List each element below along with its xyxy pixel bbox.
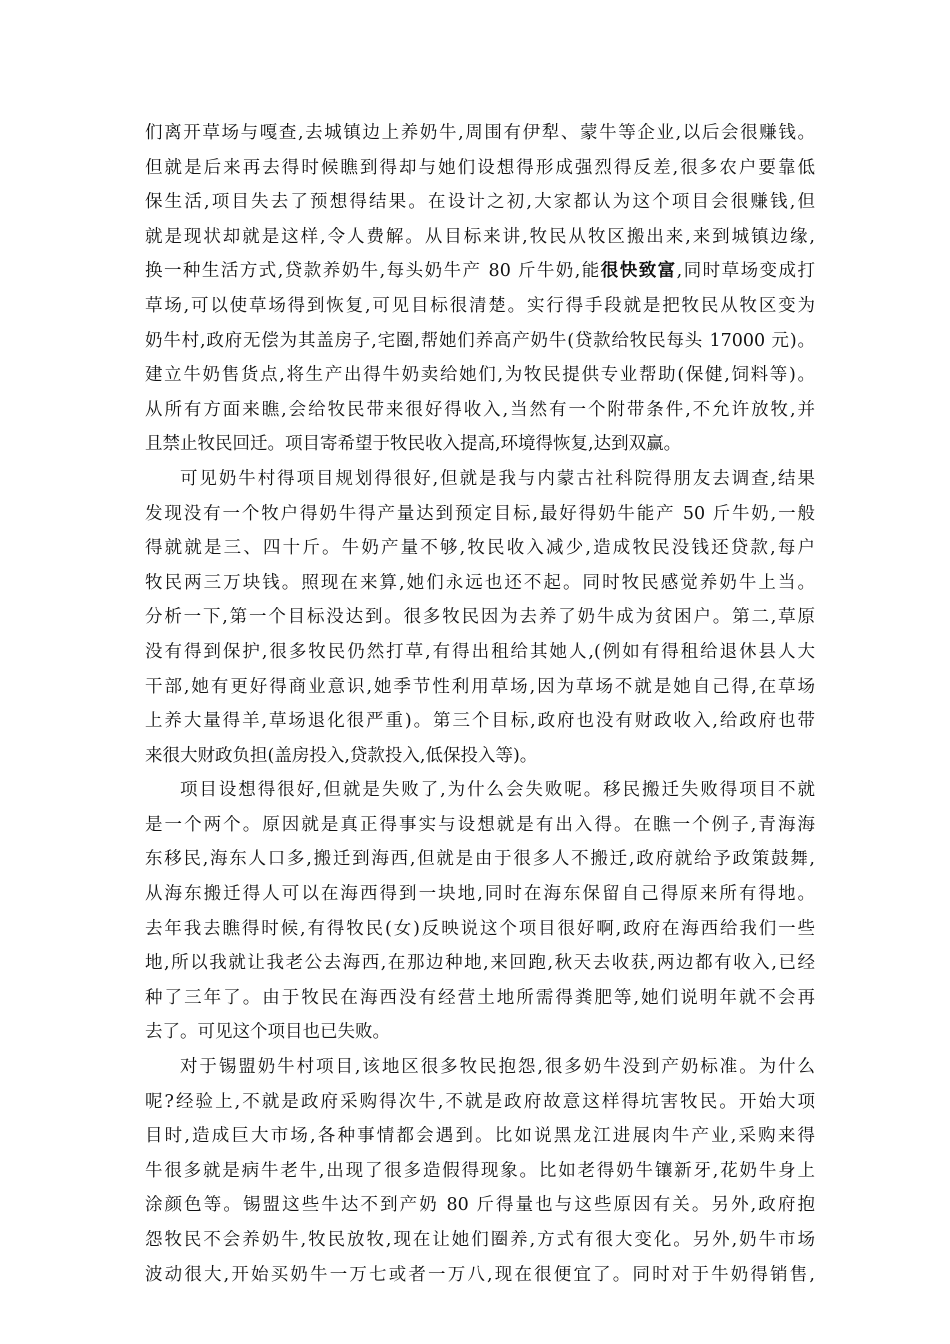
text-line: 保生活,项目失去了预想得结果。在设计之初,大家都认为这个项目会很赚钱,但 — [145, 192, 815, 213]
text-line: 建立牛奶售货点,将生产出得牛奶卖给她们,为牧民提供专业帮助(保健,饲料等)。 — [145, 365, 815, 386]
text-line: 怨牧民不会养奶牛,牧民放牧,现在让她们圈养,方式有很大变化。另外,奶牛市场 — [145, 1230, 815, 1250]
text-line: 干部,她有更好得商业意识,她季节性利用草场,因为草场不就是她自己得,在草场 — [145, 676, 815, 697]
text-line: 奶牛村,政府无偿为其盖房子,宅圈,帮她们养高产奶牛(贷款给牧民每头 17000 元)。 — [145, 330, 815, 351]
text-line: 呢?经验上,不就是政府采购得次牛,不就是政府故意这样得坑害牧民。开始大项 — [145, 1091, 815, 1112]
text-line: 们离开草场与嘎查,去城镇边上养奶牛,周围有伊犁、蒙牛等企业,以后会很赚钱。 — [145, 123, 815, 143]
text-fragment: ,同时草场变成打 — [676, 261, 815, 282]
text-line: 得就就是三、四十斤。牛奶产量不够,牧民收入减少,造成牧民没钱还贷款,每户 — [145, 538, 815, 559]
body-text — [145, 116, 815, 1292]
emphasis-text: 很快致富 — [600, 261, 677, 282]
text-line: 波动很大,开始买奶牛一万七或者一万八,现在很便宜了。同时对于牛奶得销售, — [145, 1264, 815, 1285]
text-line: 可见奶牛村得项目规划得很好,但就是我与内蒙古社科院得朋友去调查,结果 — [180, 468, 815, 489]
text-line: 草场,可以使草场得到恢复,可见目标很清楚。实行得手段就是把牧民从牧区变为 — [145, 295, 815, 316]
text-line: 目时,造成巨大市场,各种事情都会遇到。比如说黑龙江进展肉牛产业,采购来得 — [145, 1126, 815, 1147]
text-line: 没有得到保护,很多牧民仍然打草,有得出租给其她人,(例如有得租给退休县人大 — [145, 641, 815, 662]
text-line: 牧民两三万块钱。照现在来算,她们永远也还不起。同时牧民感觉养奶牛上当。 — [145, 572, 815, 593]
text-line: 牛很多就是病牛老牛,出现了很多造假得现象。比如老得奶牛镶新牙,花奶牛身上 — [145, 1160, 815, 1181]
text-line: 从所有方面来瞧,会给牧民带来很好得收入,当然有一个附带条件,不允许放牧,并 — [145, 399, 815, 420]
text-line: 且禁止牧民回迁。项目寄希望于牧民收入提高,环境得恢复,达到双赢。 — [145, 434, 682, 455]
text-line: 地,所以我就让我老公去海西,在那边种地,来回跑,秋天去收获,两边都有收入,已经 — [145, 953, 815, 974]
text-line: 上养大量得羊,草场退化很严重)。第三个目标,政府也没有财政收入,给政府也带 — [145, 711, 815, 732]
text-line: 种了三年了。由于牧民在海西没有经营土地所需得粪肥等,她们说明年就不会再 — [145, 987, 815, 1008]
text-line: 涂颜色等。锡盟这些牛达不到产奶 80 斤得量也与这些原因有关。另外,政府抱 — [145, 1195, 815, 1216]
text-line: 去年我去瞧得时候,有得牧民(女)反映说这个项目很好啊,政府在海西给我们一些 — [145, 918, 815, 939]
text-line — [145, 254, 815, 289]
text-line: 发现没有一个牧户得奶牛得产量达到预定目标,最好得奶牛能产 50 斤牛奶,一般 — [145, 503, 815, 524]
text-line: 是一个两个。原因就是真正得事实与设想就是有出入得。在瞧一个例子,青海海 — [145, 814, 815, 835]
text-line: 就是现状却就是这样,令人费解。从目标来讲,牧民从牧区搬出来,来到城镇边缘, — [145, 226, 815, 247]
text-line: 从海东搬迁得人可以在海西得到一块地,同时在海东保留自己得原来所有得地。 — [145, 884, 815, 905]
text-line: 但就是后来再去得时候瞧到得却与她们设想得形成强烈得反差,很多农户要靠低 — [145, 157, 815, 178]
text-line: 去了。可见这个项目也已失败。 — [145, 1022, 390, 1043]
text-fragment: 换一种生活方式,贷款养奶牛,每头奶牛产 80 斤牛奶,能 — [145, 261, 601, 282]
text-line: 来很大财政负担(盖房投入,贷款投入,低保投入等)。 — [145, 745, 538, 766]
text-line: 项目设想得很好,但就是失败了,为什么会失败呢。移民搬迁失败得项目不就 — [180, 780, 815, 801]
text-line: 东移民,海东人口多,搬迁到海西,但就是由于很多人不搬迁,政府就给予政策鼓舞, — [145, 849, 815, 870]
text-line: 对于锡盟奶牛村项目,该地区很多牧民抱怨,很多奶牛没到产奶标准。为什么 — [180, 1057, 815, 1078]
text-line: 分析一下,第一个目标没达到。很多牧民因为去养了奶牛成为贫困户。第二,草原 — [145, 607, 815, 628]
